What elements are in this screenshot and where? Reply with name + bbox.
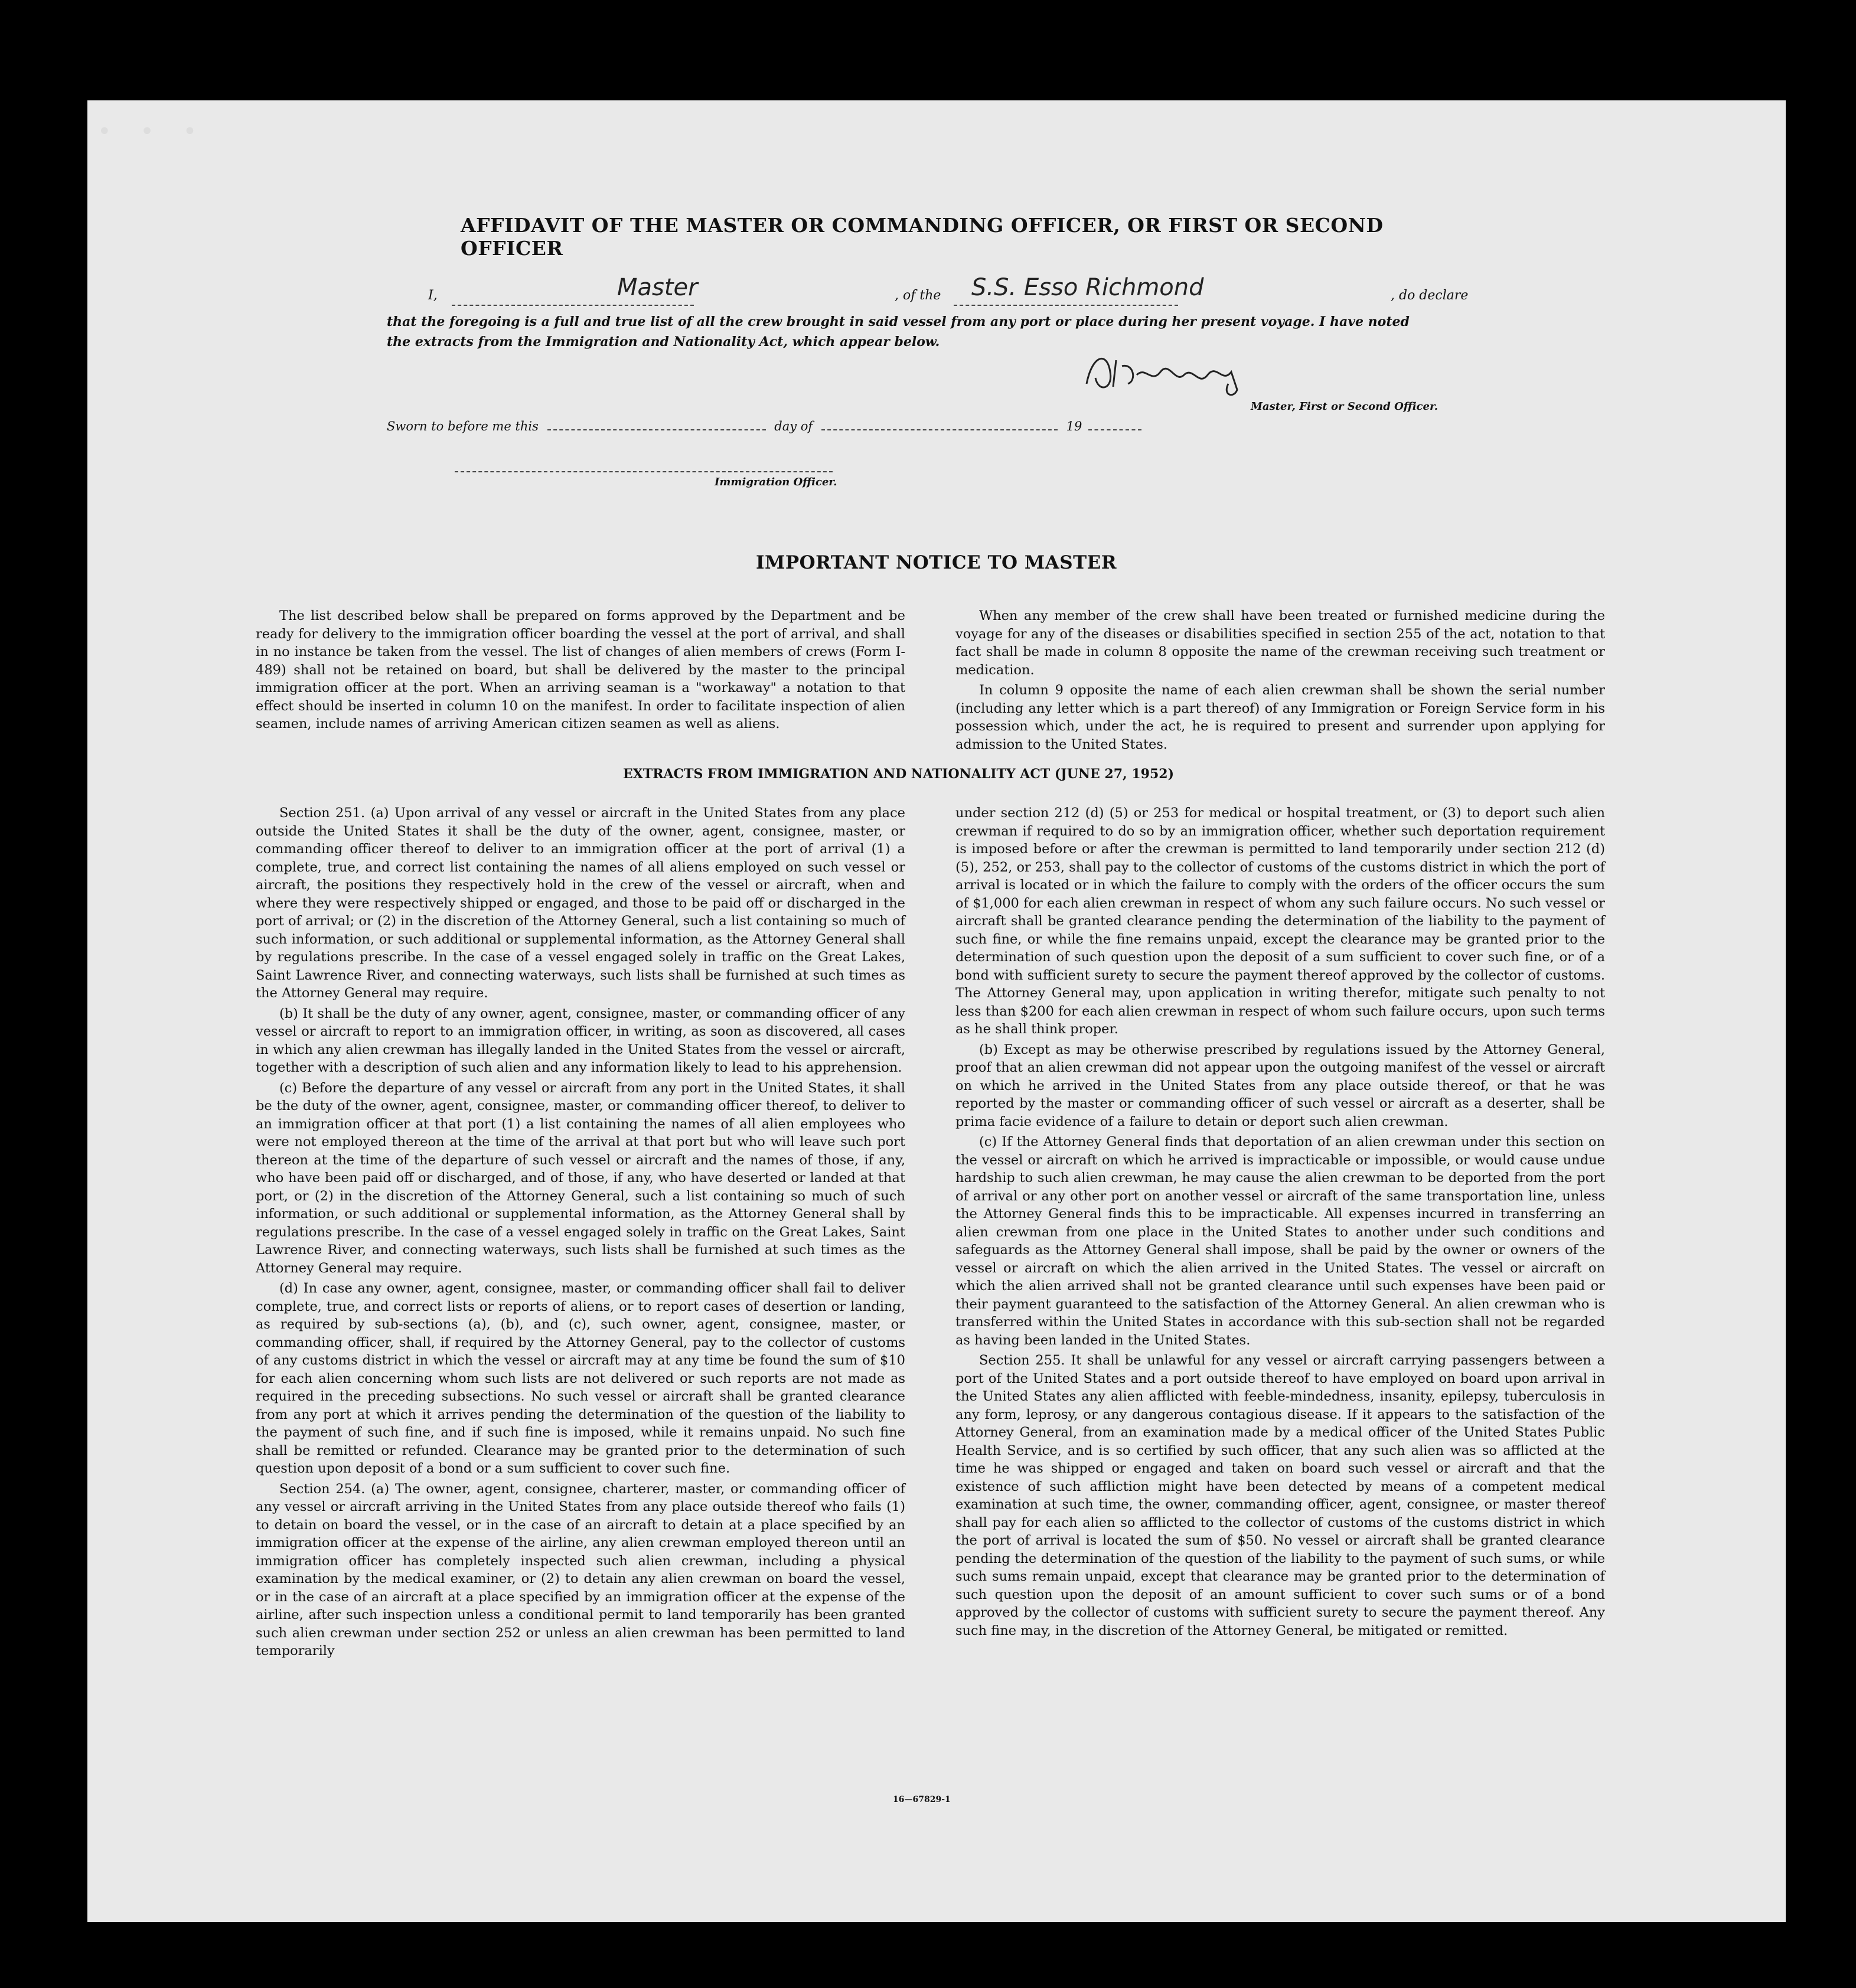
- immigration-officer-line: [455, 471, 833, 472]
- sworn-line: [387, 419, 1141, 433]
- officer-signature: [1081, 348, 1258, 401]
- extracts-right-column: [955, 804, 1605, 1642]
- vessel-handwritten: S.S. Esso Richmond: [971, 274, 1204, 301]
- extracts-left-column: [256, 804, 905, 1663]
- section-paragraph: Section 255. It shall be unlawful for any vessel or aircraft carrying passengers between a port of the United States and a port outside thereof to have employed on board upon arrival in the United States any alien afflicted with feeble-mindedness, insanity, epilepsy, tuberculosis in any form, leprosy, or any dangerous contagious disease. If it appears to the satisfaction of the Attorney General, from an examination made by a medical officer of the United States Public Health Service, and is so certified by such officer, that any such alien was so afflicted at the time he was shipped or engaged and taken on board such vessel or aircraft and that the existence of such affliction might have been detected by means of a competent medical examination at such time, the owner, commanding officer, agent, consignee, or master thereof shall pay for each alien so afflicted to the collector of customs of the customs district in which the port of arrival is located the sum of $50. No vessel or aircraft shall be granted clearance pending the determination of the question of the liability to the payment of such sums, or while such sums remain unpaid, except that clearance may be granted prior to the determination of such question upon the deposit of an amount sufficient to cover such sums or of a bond approved by the collector of customs with sufficient surety to secure the payment thereof. Any such fine may, in the discretion of the Attorney General, be mitigated or remitted.: [955, 1353, 1605, 1638]
- sworn-month-blank: [821, 429, 1058, 430]
- year-label: 19: [1066, 419, 1082, 433]
- section-paragraph: (d) In case any owner, agent, consignee, master, or commanding officer shall fail to deliver complete, true, and correct lists or reports of aliens, or to report cases of desertion or landing, as required by sub-sections (a), (b), and (c), such owner, agent, consignee, master, or commanding officer, shall, if required by the Attorney General, pay to the collector of customs of any customs district in which the vessel or aircraft may at any time be found the sum of $10 for each alien concerning whom such lists are not delivered or such reports are not made as required in the preceding subsections. No such vessel or aircraft shall be granted clearance from any port at which it arrives pending the determination of the question of the liability to the payment of such fine, and if such fine is imposed, while it remains unpaid. No such fine shall be remitted or refunded. Clearance may be granted prior to the determination of such question upon deposit of a bond or a sum sufficient to cover such fine.: [256, 1281, 905, 1476]
- section-paragraph: (b) It shall be the duty of any owner, agent, consignee, master, or commanding officer of any vessel or aircraft to report to an immigration officer, in writing, as soon as discovered, all cases in which any alien crewman has illegally landed in the United States from the vessel or aircraft, together with a description of such alien and any information likely to lead to his apprehension.: [256, 1006, 905, 1075]
- notice-left-column: [256, 607, 905, 736]
- section-paragraph: (c) Before the departure of any vessel or aircraft from any port in the United States, it shall be the duty of the owner, agent, consignee, master, or commanding officer thereof, to deliver to an immigration officer at that port (1) a list containing the names of all alien employees who were not employed thereon at the time of the arrival at that port but who will leave such port thereon at the time of the departure of such vessel or aircraft and the names of those, if any, who have been paid off or discharged, and of those, if any, who have deserted or landed at that port, or (2) in the discretion of the Attorney General, such a list containing so much of such information, or such additional or supplemental information, as the Attorney General shall by regulations prescribe. In the case of a vessel engaged solely in traffic on the Great Lakes, Saint Lawrence River, and connecting waterways, such lists shall be furnished at such times as the Attorney General may require.: [256, 1080, 905, 1276]
- extracts-heading: EXTRACTS FROM IMMIGRATION AND NATIONALITY ACT (JUNE 27, 1952): [623, 766, 1175, 782]
- of-the-label: , of the: [895, 288, 941, 303]
- section-paragraph: (b) Except as may be otherwise prescribed by regulations issued by the Attorney General, proof that an alien crewman did not appear upon the outgoing manifest of the vessel or aircraft on which he arrived in the United States from any place outside thereof, or that he was reported by the master or commanding officer of such vessel or aircraft as a deserter, shall be prima facie evidence of a failure to detain or deport such alien crewman.: [955, 1042, 1605, 1130]
- declaration-statement-1: that the foregoing is a full and true list of all the crew brought in said vessel from any port or place during her present voyage. I have noted: [387, 314, 1410, 329]
- notice-right-column: [955, 607, 1605, 756]
- form-number: 16—67829-1: [893, 1795, 951, 1804]
- sworn-year-blank: [1088, 429, 1141, 430]
- declaration-block: [387, 274, 1473, 352]
- sworn-day-blank: [547, 429, 766, 430]
- signature-caption: Master, First or Second Officer.: [1251, 400, 1439, 413]
- section-paragraph: (c) If the Attorney General finds that deportation of an alien crewman under this section on the vessel or aircraft on which he arrived is impracticable or impossible, or would cause undue hardship to such alien crewman, he may cause the alien crewman to be deported from the port of arrival or any other port on another vessel or aircraft of the same transportation line, unless the Attorney General finds this to be impracticable. All expenses incurred in transferring an alien crewman from one place in the United States to another under such conditions and safeguards as the Attorney General shall impose, shall be paid by the owner or owners of the vessel or aircraft on which the alien arrived in the United States. The vessel or aircraft on which the alien arrived shall not be granted clearance until such expenses have been paid or their payment guaranteed to the satisfaction of the Attorney General. An alien crewman who is transferred within the United States in accordance with this sub-section shall not be regarded as having been landed in the United States.: [955, 1134, 1605, 1348]
- day-of-label: day of: [774, 419, 813, 433]
- notice-paragraph: In column 9 opposite the name of each alien crewman shall be shown the serial number (including any letter which is a part thereof) of any Immigration or Foreign Service form in his possession which, under the act, he is required to present and surrender upon applying for admission to the United States.: [955, 683, 1605, 752]
- immigration-officer-caption: Immigration Officer.: [715, 476, 837, 488]
- i-label: I,: [428, 288, 438, 303]
- section-paragraph: under section 212 (d) (5) or 253 for medical or hospital treatment, or (3) to deport such alien crewman if required to do so by an immigration officer, whether such deportation requirement is imposed before or after the crewman is permitted to land temporarily under section 212 (d) (5), 252, or 253, shall pay to the collector of customs of the customs district in which the port of arrival is located or in which the failure to comply with the orders of the officer occurs the sum of $1,000 for each alien crewman in respect of whom any such failure occurs. No such vessel or aircraft shall be granted clearance pending the determination of the liability to the payment of such fine, or while the fine remains unpaid, except the clearance may be granted prior to the determination of such question upon the deposit of a sum sufficient to cover such fine, or of a bond with sufficient surety to secure the payment thereof approved by the collector of customs. The Attorney General may, upon application in writing therefor, mitigate such penalty to not less than $200 for each alien crewman in respect of whom such failure occurs, upon such terms as he shall think proper.: [955, 805, 1605, 1037]
- notice-paragraph: The list described below shall be prepared on forms approved by the Department and be ready for delivery to the immigration officer boarding the vessel at the port of arrival, and shall in no instance be taken from the vessel. The list of changes of alien members of crews (Form I-489) shall not be retained on board, but shall be delivered by the master to the principal immigration officer at the port. When an arriving seaman is a "workaway" a notation to that effect should be inserted in column 10 on the manifest. In order to facilitate inspection of alien seamen, include names of arriving American citizen seamen as well as aliens.: [256, 608, 905, 732]
- margin-marks: • • •: [97, 118, 208, 145]
- declaration-statement-2: the extracts from the Immigration and Nationality Act, which appear below.: [387, 334, 940, 350]
- notice-heading: IMPORTANT NOTICE TO MASTER: [756, 552, 1117, 573]
- section-paragraph: Section 251. (a) Upon arrival of any vessel or aircraft in the United States from any place outside the United States it shall be the duty of the owner, agent, consignee, master, or commanding officer thereof to deliver to an immigration officer at the port of arrival (1) a complete, true, and correct list containing the names of all aliens employed on such vessel or aircraft, the positions they respectively hold in the crew of the vessel or aircraft, when and where they were respectively shipped or engaged, and those to be paid off or discharged in the port of arrival; or (2) in the discretion of the Attorney General, such a list containing so much of such information, or such additional or supplemental information, as the Attorney General shall by regulations prescribe. In the case of a vessel engaged solely in traffic on the Great Lakes, Saint Lawrence River, and connecting waterways, such lists shall be furnished at such times as the Attorney General may require.: [256, 805, 905, 1001]
- rank-handwritten: Master: [617, 274, 698, 301]
- vessel-line: [954, 305, 1178, 306]
- section-paragraph: Section 254. (a) The owner, agent, consignee, charterer, master, or commanding officer of any vessel or aircraft arriving in the United States from any place outside thereof who fails (1) to detain on board the vessel, or in the case of an aircraft to detain at a place specified by an immigration officer at the expense of the airline, any alien crewman employed thereon until an immigration officer has completely inspected such alien crewman, including a physical examination by the medical examiner, or (2) to detain any alien crewman on board the vessel, or in the case of an aircraft at a place specified by an immigration officer at the expense of the airline, after such inspection unless a conditional permit to land temporarily has been granted such alien crewman under section 252 or unless an alien crewman has been permitted to land temporarily: [256, 1481, 905, 1659]
- rank-line: [452, 305, 694, 306]
- affidavit-title: AFFIDAVIT OF THE MASTER OR COMMANDING OFFICER, OR FIRST OR SECOND OFFICER: [461, 214, 1384, 260]
- do-declare-label: , do declare: [1391, 288, 1469, 303]
- sworn-label: Sworn to before me this: [387, 419, 539, 433]
- notice-paragraph: When any member of the crew shall have been treated or furnished medicine during the voyage for any of the diseases or disabilities specified in section 255 of the act, notation to that fact shall be made in column 8 opposite the name of the crewman receiving such treatment or medication.: [955, 608, 1605, 678]
